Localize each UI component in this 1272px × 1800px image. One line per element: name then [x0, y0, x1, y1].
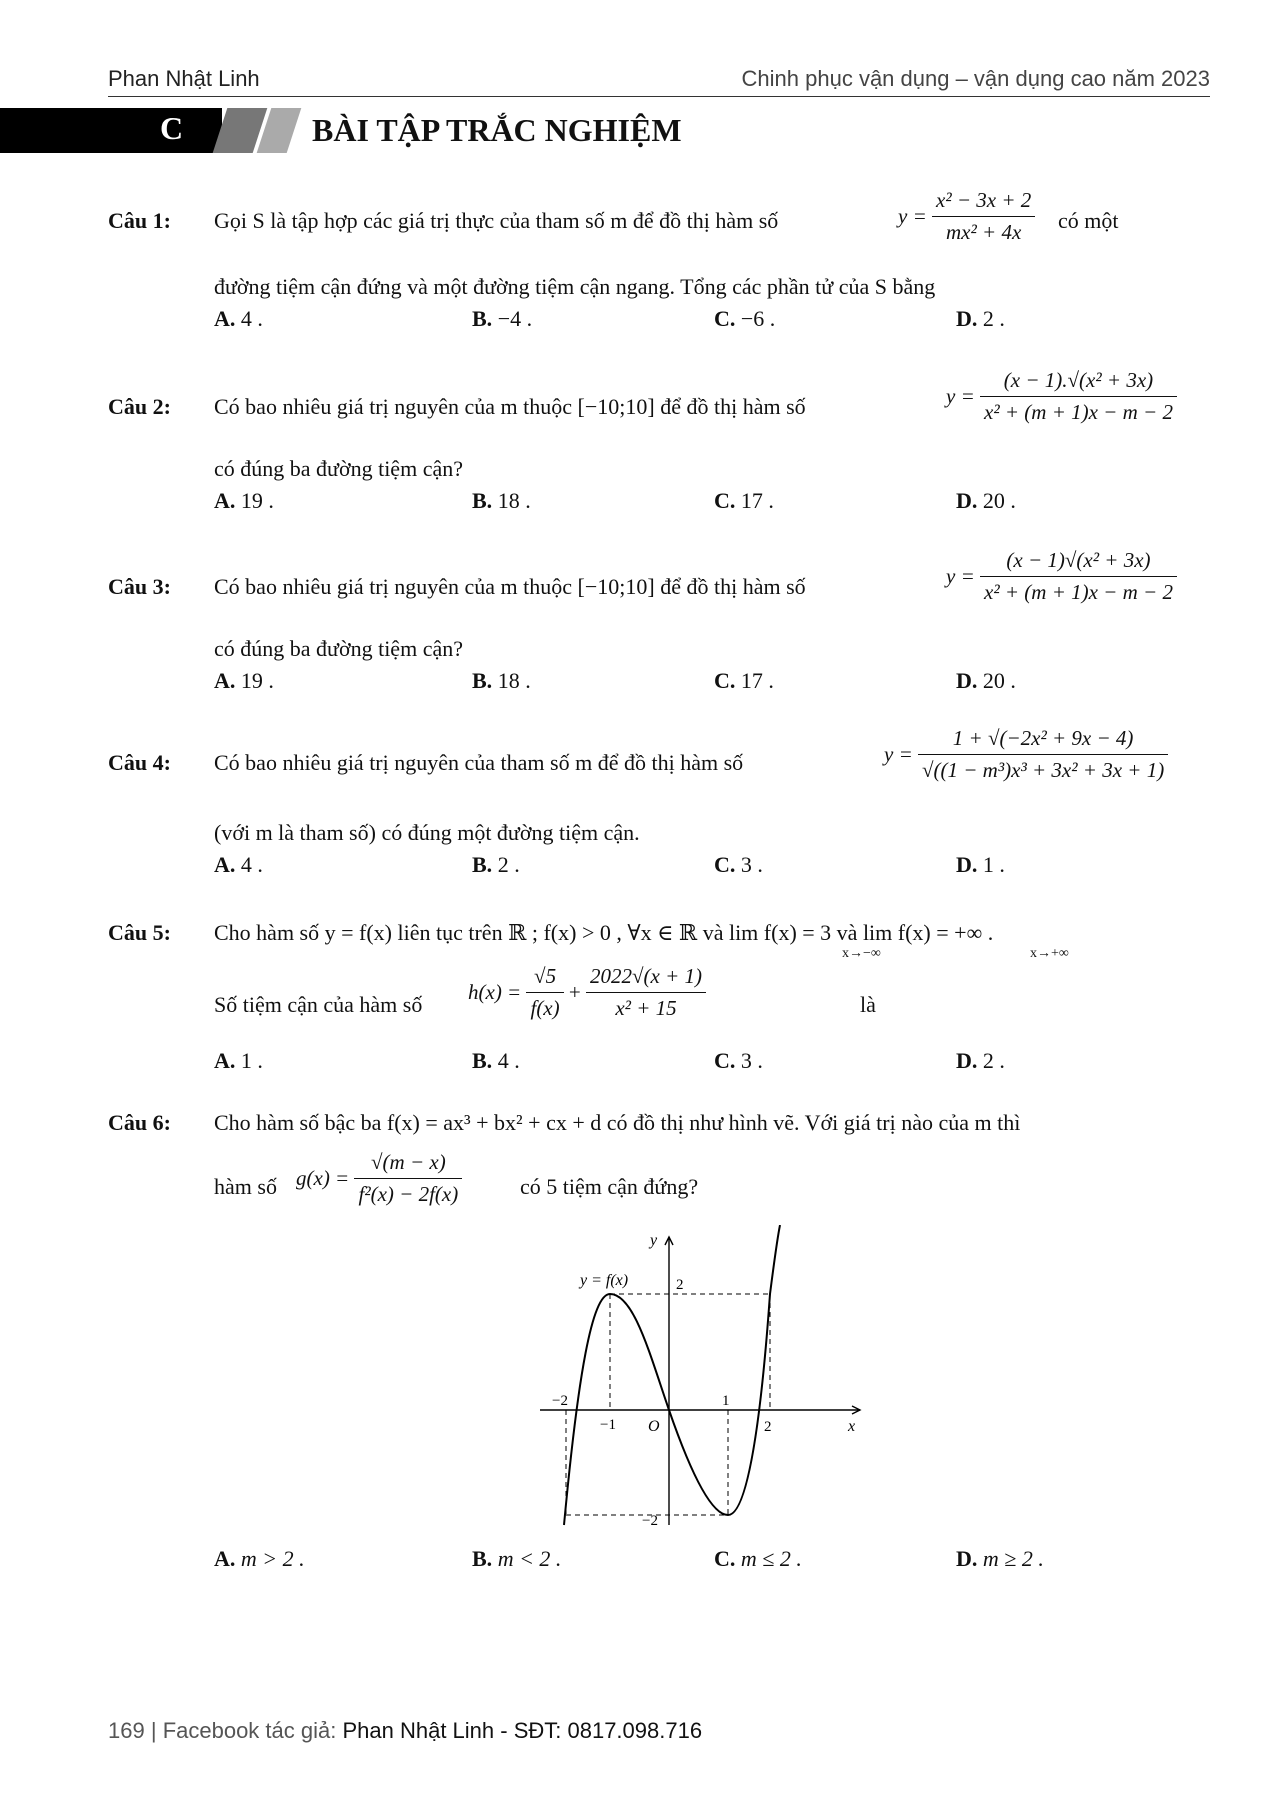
formula-lhs: g(x) = — [296, 1166, 350, 1190]
question-text-end: có 5 tiệm cận đứng? — [520, 1174, 699, 1199]
function-formula — [898, 188, 1035, 245]
formula-numerator: 2022√(x + 1) — [586, 964, 706, 993]
option-b[interactable]: B. m < 2 . — [472, 1546, 562, 1571]
limit-subscript-2: x→+∞ — [1030, 946, 1069, 961]
option-b[interactable]: B. 4 . — [472, 1048, 520, 1073]
option-a[interactable]: A. 4 . — [214, 852, 263, 877]
question-text-line2: có đúng ba đường tiệm cận? — [214, 456, 463, 481]
question-text-line2: đường tiệm cận đứng và một đường tiệm cận ngang. Tổng các phần tử của S bằng — [214, 274, 936, 299]
function-formula — [946, 548, 1177, 605]
formula-lhs: h(x) = — [468, 980, 522, 1004]
question-text: Gọi S là tập hợp các giá trị thực của tham số m để đồ thị hàm số — [214, 208, 779, 233]
cubic-curve — [564, 1225, 780, 1525]
option-b[interactable]: B. 18 . — [472, 488, 531, 513]
page-number: 169 — [108, 1718, 145, 1743]
formula-numerator: (x − 1).√(x² + 3x) — [980, 368, 1177, 397]
formula-fraction — [980, 368, 1177, 425]
option-a[interactable]: A. 4 . — [214, 306, 263, 331]
option-d[interactable]: D. 2 . — [956, 306, 1005, 331]
tick-label: 1 — [722, 1393, 730, 1409]
tick-label: 2 — [676, 1277, 684, 1293]
option-b[interactable]: B. 18 . — [472, 668, 531, 693]
footer-contact: Phan Nhật Linh - SĐT: 0817.098.716 — [342, 1718, 703, 1743]
question-text-line2: có đúng ba đường tiệm cận? — [214, 636, 463, 661]
header-author: Phan Nhật Linh — [108, 66, 260, 91]
option-b[interactable]: B. 2 . — [472, 852, 520, 877]
function-formula — [884, 726, 1168, 783]
option-b[interactable]: B. −4 . — [472, 306, 533, 331]
x-axis-label: x — [848, 1418, 856, 1435]
tick-label: −1 — [600, 1417, 616, 1433]
formula-numerator: √5 — [526, 964, 563, 993]
question-text-line2: hàm số — [214, 1174, 277, 1199]
option-d[interactable]: D. 1 . — [956, 852, 1005, 877]
tick-label: −2 — [642, 1513, 658, 1529]
option-c[interactable]: C. 3 . — [714, 1048, 763, 1073]
footer-separator: | — [150, 1718, 157, 1743]
formula-numerator: x² − 3x + 2 — [932, 188, 1035, 217]
formula-fraction-1 — [526, 964, 563, 1021]
formula-denominator: √((1 − m³)x³ + 3x² + 3x + 1) — [922, 758, 1165, 782]
section-banner — [0, 108, 222, 153]
y-axis-label: y — [650, 1232, 658, 1249]
formula-denominator: f²(x) − 2f(x) — [358, 1182, 459, 1206]
option-c[interactable]: C. 17 . — [714, 488, 774, 513]
question-label: Câu 2: — [108, 394, 171, 419]
header-divider — [108, 96, 1210, 97]
question-text: Cho hàm số bậc ba f(x) = ax³ + bx² + cx + d có đồ thị như hình vẽ. Với giá trị nào của m thì — [214, 1110, 1021, 1135]
option-d[interactable]: D. 20 . — [956, 488, 1016, 513]
formula-numerator: (x − 1)√(x² + 3x) — [980, 548, 1177, 577]
option-d[interactable]: D. 20 . — [956, 668, 1016, 693]
option-a[interactable]: A. m > 2 . — [214, 1546, 305, 1571]
formula-denominator: x² + (m + 1)x − m − 2 — [984, 400, 1173, 424]
question-label: Câu 5: — [108, 920, 171, 945]
question-text-end: có một — [1058, 208, 1119, 233]
question-text: Có bao nhiêu giá trị nguyên của m thuộc [−10;10] để đồ thị hàm số — [214, 394, 806, 419]
formula-denominator: f(x) — [530, 996, 560, 1020]
formula-numerator: √(m − x) — [354, 1150, 462, 1179]
question-text: Có bao nhiêu giá trị nguyên của m thuộc [−10;10] để đồ thị hàm số — [214, 574, 806, 599]
section-title: BÀI TẬP TRẮC NGHIỆM — [312, 112, 682, 148]
h-formula — [468, 964, 706, 1021]
question-text-line2: Số tiệm cận của hàm số — [214, 992, 423, 1017]
curve-label: y = f(x) — [580, 1272, 629, 1289]
footer-facebook-label: Facebook tác giả: — [162, 1718, 337, 1743]
section-letter: C — [160, 110, 184, 146]
question-label: Câu 1: — [108, 208, 171, 233]
formula-fraction — [932, 188, 1035, 245]
formula-denominator: x² + (m + 1)x − m − 2 — [984, 580, 1173, 604]
question-label: Câu 6: — [108, 1110, 171, 1135]
question-text-end: là — [860, 992, 876, 1017]
formula-fraction — [980, 548, 1177, 605]
function-formula — [946, 368, 1177, 425]
option-c[interactable]: C. m ≤ 2 . — [714, 1546, 802, 1571]
tick-label: 2 — [764, 1419, 772, 1435]
option-c[interactable]: C. 17 . — [714, 668, 774, 693]
g-formula — [296, 1150, 462, 1207]
formula-denominator: x² + 15 — [615, 996, 677, 1020]
formula-lhs: y = — [898, 204, 927, 228]
footer — [108, 1718, 702, 1744]
formula-lhs: y = — [946, 564, 975, 588]
tick-label: −2 — [552, 1393, 568, 1409]
question-text: Có bao nhiêu giá trị nguyên của tham số m để đồ thị hàm số — [214, 750, 744, 775]
question-text-line2: (với m là tham số) có đúng một đường tiệm cận. — [214, 820, 640, 845]
option-d[interactable]: D. 2 . — [956, 1048, 1005, 1073]
formula-fraction-2 — [586, 964, 706, 1021]
option-a[interactable]: A. 19 . — [214, 488, 274, 513]
formula-lhs: y = — [946, 384, 975, 408]
question-label: Câu 4: — [108, 750, 171, 775]
option-a[interactable]: A. 1 . — [214, 1048, 263, 1073]
formula-fraction — [354, 1150, 462, 1207]
formula-denominator: mx² + 4x — [946, 220, 1022, 244]
origin-label: O — [648, 1418, 660, 1435]
question-text: Cho hàm số y = f(x) liên tục trên ℝ ; f(x) > 0 , ∀x ∈ ℝ và lim f(x) = 3 và lim f(x) = +∞ . — [214, 920, 994, 945]
option-c[interactable]: C. 3 . — [714, 852, 763, 877]
option-a[interactable]: A. 19 . — [214, 668, 274, 693]
formula-plus: + — [568, 980, 581, 1004]
formula-numerator: 1 + √(−2x² + 9x − 4) — [918, 726, 1168, 755]
question-label: Câu 3: — [108, 574, 171, 599]
cubic-graph — [530, 1225, 870, 1535]
option-d[interactable]: D. m ≥ 2 . — [956, 1546, 1044, 1571]
option-c[interactable]: C. −6 . — [714, 306, 776, 331]
formula-fraction — [918, 726, 1168, 783]
header-book-title: Chinh phục vận dụng – vận dụng cao năm 2023 — [741, 66, 1210, 91]
limit-subscript-1: x→−∞ — [842, 946, 881, 961]
formula-lhs: y = — [884, 742, 913, 766]
